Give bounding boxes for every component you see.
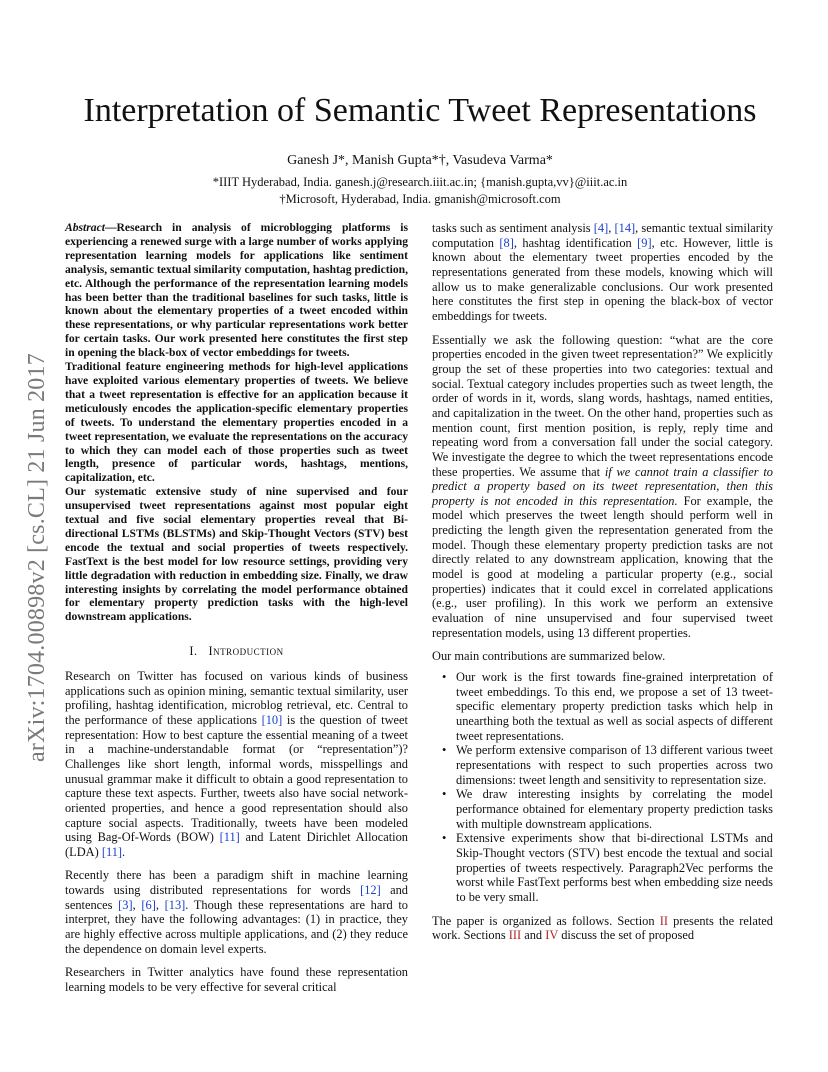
citation-link[interactable]: [11]	[219, 830, 240, 845]
section-link[interactable]: II	[659, 913, 668, 928]
citation-link[interactable]: [11]	[101, 844, 123, 859]
section-link[interactable]: IV	[545, 928, 559, 943]
citation-link[interactable]: [13]	[164, 897, 186, 912]
section-link[interactable]: III	[508, 928, 522, 943]
citation-link[interactable]: [8]	[499, 235, 514, 250]
left-column	[65, 221, 408, 995]
arxiv-identifier-text: arXiv:1704.00898v2 [cs.CL] 21 Jun 2017	[24, 353, 50, 762]
list-item: • Extensive experiments show that bi-directional LSTMs and Skip-Thought vectors (STV) best encode the textual and social properties of tweets respectively. Paragraph2Vec performs the worst while FastText performs best when embedding size needs to be very small.	[456, 831, 773, 904]
citation-link[interactable]: [12]	[360, 883, 381, 898]
citation-link[interactable]: [10]	[261, 712, 283, 727]
citation-link[interactable]: [9]	[637, 235, 652, 250]
affiliation-microsoft: †Microsoft, Hyderabad, India. gmanish@microsoft.com	[279, 192, 561, 206]
right-paragraph-1: tasks such as sentiment analysis [4], [14], semantic textual similarity computation [8], hashtag identification [9], etc. However, little is known about the elementary tweet properties encoded by the representations generated from these models, knowing which will allow us to make generalizable conclusions. Our work presented here constitutes the first step in opening the black-box of vector embeddings for tweets.	[432, 221, 774, 323]
abstract-paragraph-2: Traditional feature engineering methods for high-level applications have exploited various elementary properties of tweets. We believe that a tweet representation is effective for an application because it meticulously encodes the application-specific elementary properties of tweets. To understand the elementary properties encoded in a tweet representation, we evaluate the representations on the accuracy to which they can model each of those properties such as tweet length, presence of particular words, hashtags, mentions, capitalization, etc.	[65, 360, 408, 485]
citation-link[interactable]: [14]	[614, 221, 636, 235]
section-heading-introduction: I. Introduction	[189, 644, 284, 659]
right-paragraph-organization: The paper is organized as follows. Section II presents the related work. Sections III and IV discuss the set of proposed	[432, 913, 774, 943]
intro-paragraph-1: Research on Twitter has focused on various kinds of business applications such as opinion mining, semantic textual similarity, user profiling, hashtag identification, microblog retrieval, etc. Central to the performance of these applications [10] is the question of tweet representation: How to best capture the essential meaning of a tweet in a machine-understandable format (or “representation”)? Challenges like short length, informal words, misspellings and unusual grammar make it difficult to obtain a good representation to capture these text aspects. Further, tweets also have social network-oriented properties, and hence a good representation should also capture social aspects. Traditionally, tweets have been modeled using Bag-Of-Words (BOW) [11] and Latent Dirichlet Allocation (LDA) [11].	[65, 668, 408, 859]
list-item: • We draw interesting insights by correlating the model performance obtained for elementary property prediction tasks with multiple downstream applications.	[456, 787, 773, 831]
author-list: Ganesh J*, Manish Gupta*†, Vasudeva Varma*	[287, 153, 553, 168]
abstract-label: Abstract	[65, 221, 105, 234]
abstract-paragraph-1: Abstract—Research in analysis of microblogging platforms is experiencing a renewed surge with a large number of works applying representation learning models for applications like sentiment analysis, semantic textual similarity computation, hashtag prediction, etc. Although the performance of the representation learning models has been better than the traditional baselines for such tasks, little is known about the elementary properties of a tweet encoded within these representations, or why particular representations work better for certain tasks. Our work presented here constitutes the first step in opening the black-box of vector embeddings for tweets.	[65, 221, 408, 360]
contributions-intro: Our main contributions are summarized below.	[432, 649, 666, 664]
arxiv-identifier-stamp	[24, 292, 54, 762]
right-column	[432, 221, 773, 943]
right-paragraph-2: Essentially we ask the following question: “what are the core properties encoded in the given tweet representation?” We explicitly group the set of these properties into two categories: textual and social. Textual category includes properties such as tweet length, the order of words in it, words, slang words, hashtags, named entities, and capitalization in the tweet. On the other hand, properties such as mention count, first mention position, is reply, reply time and repeating word from a conversation fall under the social category. We investigate the degree to which the tweet representations encode these properties. We assume that if we cannot train a classifier to predict a property based on its tweet representation, then this property is not encoded in this representation. For example, the model which preserves the tweet length should perform well in predicting the length given the representation generated from the model. Though these elementary property prediction tasks are not directly related to any downstream application, knowing that the model is good at modeling a particular property (e.g., social properties) indicates that it could excel in correlated applications (e.g., user profiling). In this work we perform an extensive evaluation of nine unsupervised and four supervised tweet representation models, using 13 different properties.	[432, 332, 773, 640]
affiliation-iiit: *IIIT Hyderabad, India. ganesh.j@research.iiit.ac.in; {manish.gupta,vv}@iiit.ac.in	[212, 175, 628, 189]
list-item: • Our work is the first towards fine-grained interpretation of tweet embeddings. To this end, we propose a set of 13 tweet-specific elementary property prediction tasks which help in unearthing both the textual as well as social aspects of different tweet representations.	[456, 670, 773, 743]
citation-link[interactable]: [6]	[141, 897, 156, 912]
intro-paragraph-2: Recently there has been a paradigm shift in machine learning towards using distributed representations for words [12] and sentences [3], [6], [13]. Though these representations are hard to interpret, they have the following advantages: (1) in practice, they are highly effective across multiple applications, and (2) they reduce the dependence on domain level experts.	[65, 868, 408, 956]
list-item: • We perform extensive comparison of 13 different various tweet representations with respect to such properties across two dimensions: tweet length and sensitivity to representation size.	[456, 743, 773, 787]
abstract	[65, 221, 408, 624]
citation-link[interactable]: [4]	[593, 221, 609, 235]
citation-link[interactable]: [3]	[118, 897, 133, 912]
contributions-list	[432, 670, 773, 905]
abstract-paragraph-3: Our systematic extensive study of nine supervised and four unsupervised tweet representations against most popular eight textual and five social elementary properties reveal that Bi-directional LSTMs (BLSTMs) and Skip-Thought Vectors (STV) best encode the textual and social properties of tweets respectively. FastText is the best model for low resource settings, providing very little degradation with reduction in embedding size. Finally, we draw interesting insights by correlating the model performance obtained for elementary property prediction tasks with the high-level downstream applications.	[65, 485, 408, 624]
paper-title: Interpretation of Semantic Tweet Representations	[83, 91, 757, 129]
intro-paragraph-3: Researchers in Twitter analytics have found these representation learning models to be very effective for several critical	[65, 965, 408, 995]
